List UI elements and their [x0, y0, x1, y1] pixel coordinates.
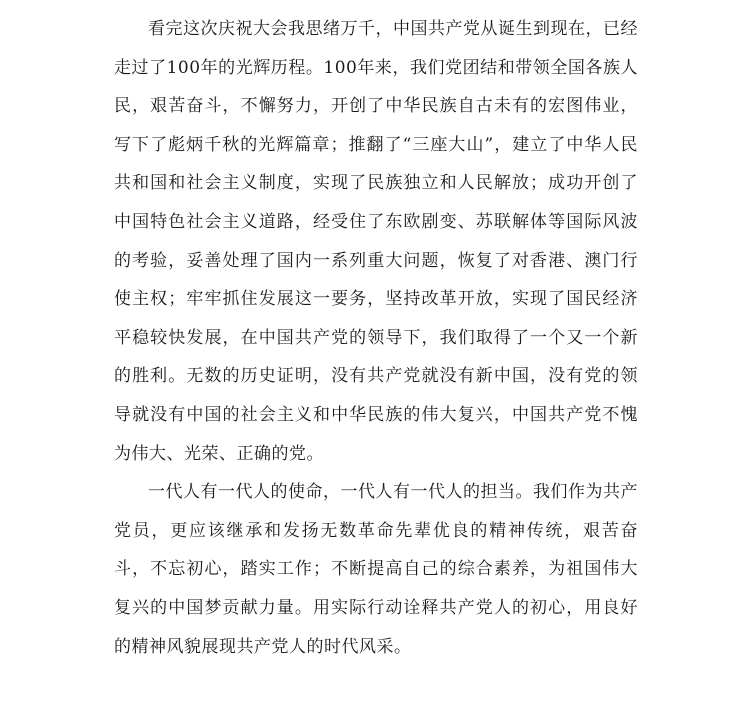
paragraph-1: 看完这次庆祝大会我思绪万千，中国共产党从诞生到现在，已经走过了100年的光辉历程。100年来，我们党团结和带领全国各族人民，艰苦奋斗，不懈努力，开创了中华民族自古未有的宏图伟业，写下了彪炳千秋的光辉篇章；推翻了“三座大山”，建立了中华人民共和国和社会主义制度，实现了民族独立和人民解放；成功开创了中国特色社会主义道路，经受住了东欧剧变、苏联解体等国际风波的考验，妥善处理了国内一系列重大问题，恢复了对香港、澳门行使主权；牢牢抓住发展这一要务，坚持改革开放，实现了国民经济平稳较快发展，在中国共产党的领导下，我们取得了一个又一个新的胜利。无数的历史证明，没有共产党就没有新中国，没有党的领导就没有中国的社会主义和中华民族的伟大复兴，中国共产党不愧为伟大、光荣、正确的党。 — [114, 19, 638, 464]
paragraph-2: 一代人有一代人的使命，一代人有一代人的担当。我们作为共产党员，更应该继承和发扬无数革命先辈优良的精神传统，艰苦奋斗，不忘初心，踏实工作；不断提高自己的综合素养，为祖国伟大复兴的中国梦贡献力量。用实际行动诠释共产党人的初心，用良好的精神风貌展现共产党人的时代风采。 — [114, 482, 638, 657]
document-body — [114, 10, 638, 666]
